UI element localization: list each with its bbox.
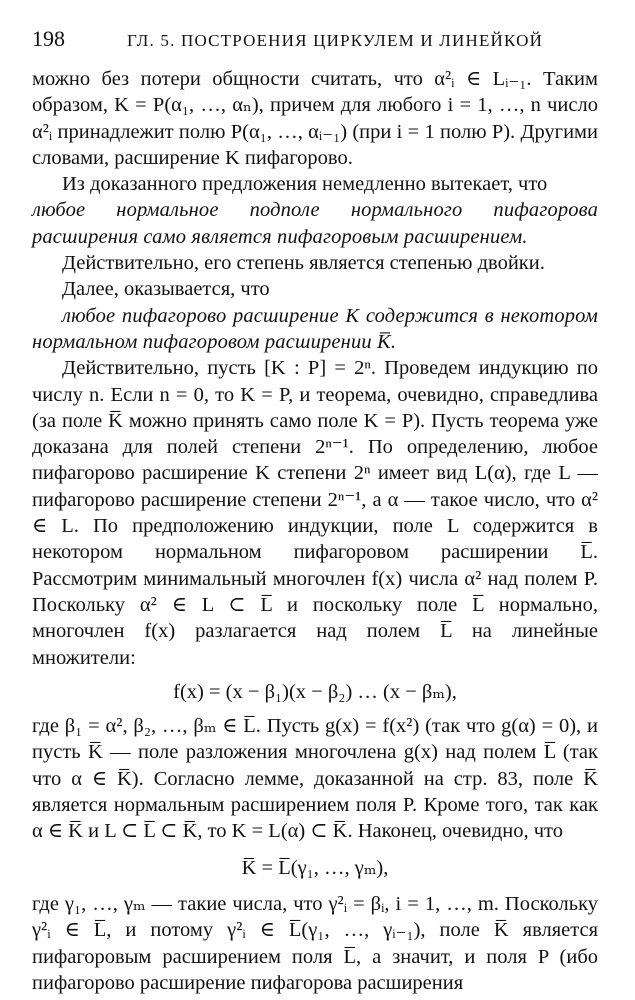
paragraph-conclusion: можно без потери общности считать, что α²ᵢ ∈ Lᵢ₋₁. Таким образом, K = P(α₁, …, αₙ), причем для любого i = 1, …, n число α²ᵢ принадлежит полю P(α₁, …, αᵢ₋₁) (при i = 1 полю P). Другими словами, расширение K пифагорово.	[32, 68, 598, 169]
page-number: 198	[32, 26, 65, 51]
paragraph-further: Далее, оказывается, что	[62, 278, 270, 301]
paragraph-corollary-intro: Из доказанного предложения немедленно вытекает, что	[62, 173, 548, 196]
statement-normal-extension: любое пифагорово расширение K содержится в некотором нормальном пифагоровом расширении K̅.	[32, 304, 598, 353]
equation-field-generators: K̅ = L̅(γ₁, …, γₘ),	[241, 856, 389, 879]
statement-normal-subfield: любое нормальное подполе нормального пифагорова расширения само является пифагоровым расширением.	[32, 199, 598, 248]
paragraph-final: где γ₁, …, γₘ — такие числа, что γ²ᵢ = βᵢ, i = 1, …, m. Поскольку γ²ᵢ ∈ L̅, и потому γ²ᵢ ∈ L̅(γ₁, …, γᵢ₋₁), поле K̅ является пифагоровым расширением поля L̅, а значит, и поля P (ибо пифагорово расширение пифагорова расширения	[32, 892, 598, 994]
paragraph-degree-argument: Действительно, его степень является степенью двойки.	[62, 252, 545, 275]
page-body	[32, 66, 598, 996]
paragraph-splitting-field: где β₁ = α², β₂, …, βₘ ∈ L̅. Пусть g(x) = f(x²) (так что g(α) = 0), и пусть K̅ — поле разложения многочлена g(x) над полем L̅ (так что α ∈ K̅). Согласно лемме, доказанной на стр. 83, поле K̅ является нормальным расширением поля P. Кроме того, так как α ∈ K̅ и L ⊂ L̅ ⊂ K̅, то K = L(α) ⊂ K̅. Наконец, очевидно, что	[32, 715, 598, 843]
page-header	[32, 26, 601, 62]
equation-factorization: f(x) = (x − β₁)(x − β₂) … (x − βₘ),	[173, 680, 457, 703]
paragraph-induction-proof: Действительно, пусть [K : P] = 2ⁿ. Проведем индукцию по числу n. Если n = 0, то K = P, и теорема, очевидно, справедлива (за поле K̅ можно принять само поле K = P). Пусть теорема уже доказана для полей степени 2ⁿ⁻¹. По определению, любое пифагорово расширение K степени 2ⁿ имеет вид L(α), где L — пифагорово расширение степени 2ⁿ⁻¹, а α — такое число, что α² ∈ L. По предположению индукции, поле L содержится в некотором нормальном пифагоровом расширении L̅. Рассмотрим минимальный многочлен f(x) числа α² над полем P. Поскольку α² ∈ L ⊂ L̅ и поскольку поле L̅ нормально, многочлен f(x) разлагается над полем L̅ на линейные множители:	[32, 357, 598, 669]
running-title: ГЛ. 5. ПОСТРОЕНИЯ ЦИРКУЛЕМ И ЛИНЕЙКОЙ	[127, 31, 544, 50]
